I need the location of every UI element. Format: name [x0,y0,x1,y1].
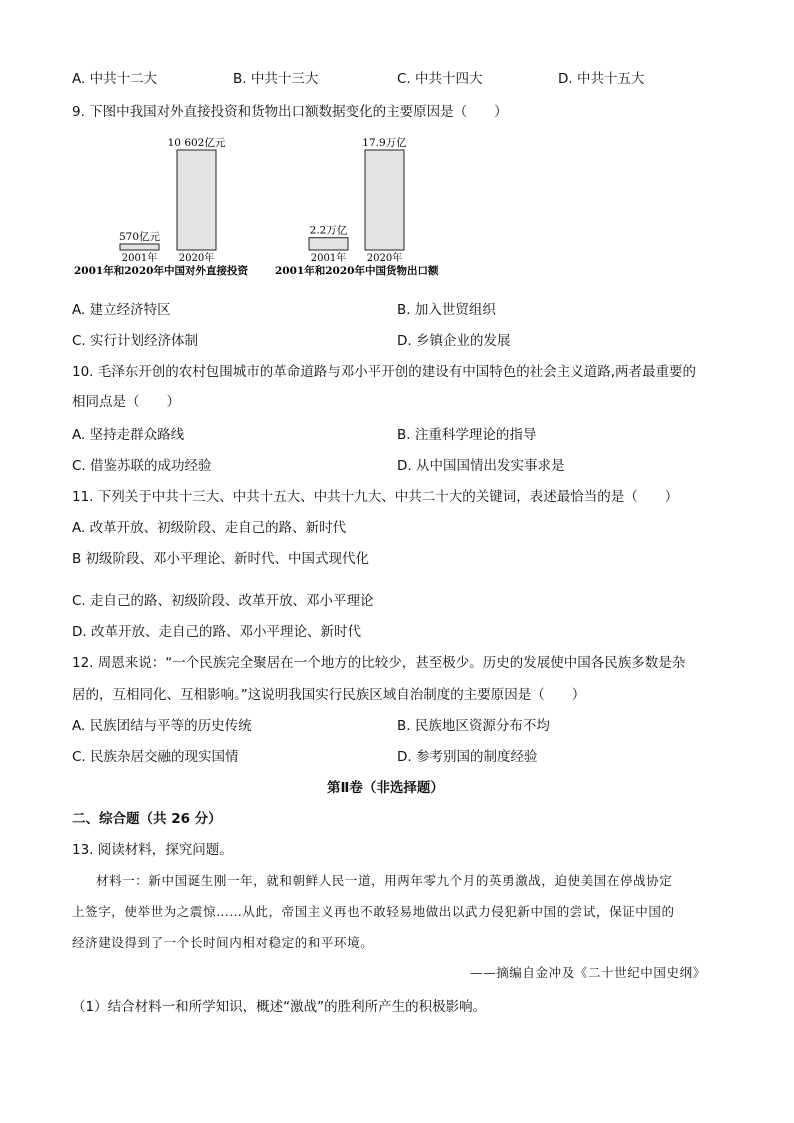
q10-stem-line1: 10. 毛泽东开创的农村包围城市的革命道路与邓小平开创的建设有中国特色的社会主义道路,两者最重要的 [72,364,697,380]
q9-stem: 9. 下图中我国对外直接投资和货物出口额数据变化的主要原因是（ ） [72,104,508,120]
material-source: ——摘编自金冲及《二十世纪中国史纲》 [470,965,706,980]
part2-title: 第Ⅱ卷（非选择题） [327,780,444,796]
q10-option-b: B. 注重科学理论的指导 [397,427,537,443]
category-label: 2001年 [121,253,158,264]
q12-stem-line2: 居的，互相同化、互相影响。”这说明我国实行民族区域自治制度的主要原因是（ ） [72,687,586,703]
q11-option-a: A. 改革开放、初级阶段、走自己的路、新时代 [72,520,347,536]
q10-stem-line2: 相同点是（ ） [72,394,180,410]
chart-title-investment: 2001年和2020年中国对外直接投资 [74,265,248,277]
chart-foreign-investment [119,136,226,264]
category-label: 2001年 [310,253,347,264]
q13-subquestion-1: （1）结合材料一和所学知识，概述“激战”的胜利所产生的积极影响。 [72,999,487,1015]
bar-export-2001年 [309,238,348,250]
data-label: 2.2万亿 [309,224,348,237]
q8-option-a: A. 中共十二大 [72,71,158,87]
q9-option-b: B. 加入世贸组织 [397,302,496,318]
q8-option-c: C. 中共十四大 [397,71,483,87]
chart-title-export: 2001年和2020年中国货物出口额 [275,265,439,277]
q10-option-c: C. 借鉴苏联的成功经验 [72,458,212,474]
q11-option-d: D. 改革开放、走自己的路、邓小平理论、新时代 [72,624,361,640]
q9-option-a: A. 建立经济特区 [72,302,171,318]
q12-stem-line1: 12. 周恩来说：“一个民族完全聚居在一个地方的比较少，甚至极少。历史的发展使中国各民族多数是杂 [72,655,686,671]
section2-title: 二、综合题（共 26 分） [72,811,222,827]
bar-investment-2020年 [177,150,216,250]
q9-option-c: C. 实行计划经济体制 [72,333,199,349]
category-label: 2020年 [178,253,215,264]
q9-charts [70,128,470,278]
data-label: 570亿元 [118,231,161,243]
q11-stem: 11. 下列关于中共十三大、中共十五大、中共十九大、中共二十大的关键词，表述最恰当的是（ ） [72,489,679,505]
q11-option-b: B 初级阶段、邓小平理论、新时代、中国式现代化 [72,551,370,567]
q11-option-c: C. 走自己的路、初级阶段、改革开放、邓小平理论 [72,593,374,609]
bar-export-2020年 [365,150,404,250]
material-line-1: 材料一：新中国诞生刚一年，就和朝鲜人民一道，用两年零九个月的英勇激战，迫使美国在停战协定 [96,873,673,888]
q12-option-d: D. 参考别国的制度经验 [397,749,538,765]
q12-option-c: C. 民族杂居交融的现实国情 [72,749,239,765]
q12-option-a: A. 民族团结与平等的历史传统 [72,718,252,734]
category-label: 2020年 [366,253,403,264]
data-label: 10 602亿元 [167,137,226,149]
q13-stem: 13. 阅读材料，探究问题。 [72,842,233,858]
q8-option-d: D. 中共十五大 [558,71,645,87]
chart-goods-export [309,136,407,264]
q10-option-d: D. 从中国国情出发实事求是 [397,458,565,474]
q9-option-d: D. 乡镇企业的发展 [397,333,511,349]
q12-option-b: B. 民族地区资源分布不均 [397,718,550,734]
material-line-3: 经济建设得到了一个长时间内相对稳定的和平环境。 [72,935,374,950]
material-line-2: 上签字，使举世为之震惊……从此，帝国主义再也不敢轻易地做出以武力侵犯新中国的尝试，保证中国的 [72,904,675,919]
bar-investment-2001年 [120,244,159,250]
q10-option-a: A. 坚持走群众路线 [72,427,185,443]
data-label: 17.9万亿 [362,137,407,149]
q8-option-b: B. 中共十三大 [233,71,319,87]
